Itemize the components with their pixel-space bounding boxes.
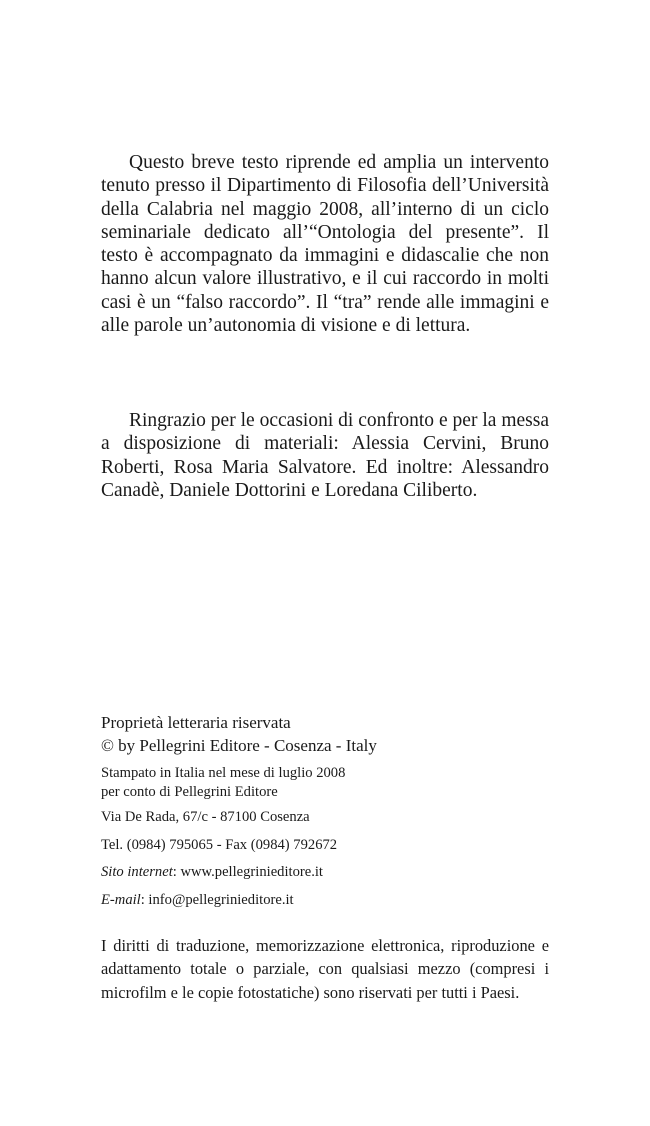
printing-info [101,764,549,802]
acknowledgements-paragraph: Ringrazio per le occasioni di confronto e per la messa a disposizione di materiali: Alessia Cervini, Bruno Roberti, Rosa Maria Salvatore. Ed inoltre: Alessandro Canadè, Daniele Dottorini e Loredana Ciliberto. [101,410,549,501]
publisher-phone-fax: Tel. (0984) 795065 - Fax (0984) 792672 [101,837,338,853]
website-value: : www.pellegrinieditore.it [172,864,323,880]
printed-line-1: Stampato in Italia nel mese di luglio 2008 [101,765,346,781]
printed-line-2: per conto di Pellegrini Editore [101,784,278,800]
intro-paragraph: Questo breve testo riprende ed amplia un intervento tenuto presso il Dipartimento di Filosofia dell’Università della Calabria nel maggio 2008, all’interno di un ciclo seminariale dedicato all’“Ontologia del presente”. Il testo è accompagnato da immagini e didascalie che non hanno alcun valore illustrativo, e il cui raccordo in molti casi è un “falso raccordo”. Il “tra” rende alle immagini e alle parole un’autonomia di visione e di lettura. [101,152,549,337]
publisher-address: Via De Rada, 67/c - 87100 Cosenza [101,809,310,825]
publisher-website [101,863,549,882]
rights-header [101,711,549,757]
rights-reserved-line: Proprietà letteraria riservata [101,713,291,732]
email-label: E-mail [101,892,141,908]
rights-notice-paragraph: I diritti di traduzione, memorizzazione elettronica, riproduzione e adattamento totale o parziale, con qualsiasi mezzo (compresi i microfilm e le copie fotostatiche) sono riservati per tutti i Paesi. [101,936,549,1002]
email-value: : info@pellegrinieditore.it [140,892,294,908]
copyright-line: © by Pellegrini Editore - Cosenza - Italy [101,736,377,755]
publisher-email [101,891,549,910]
website-label: Sito internet [101,864,173,880]
